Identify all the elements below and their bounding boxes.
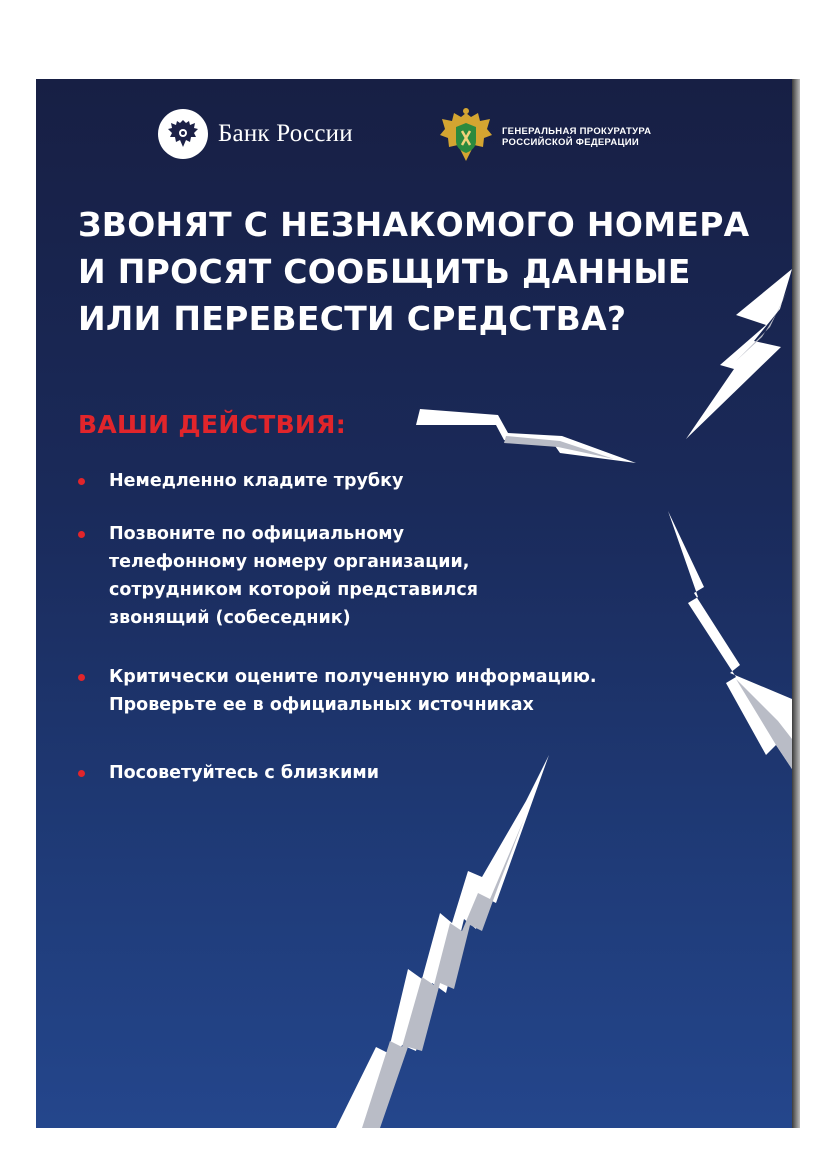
- action-line: сотрудником которой представился: [109, 580, 478, 600]
- action-line: Немедленно кладите трубку: [109, 471, 404, 491]
- lightning-bolt-middle: [416, 409, 636, 463]
- headline-line1: ЗВОНЯТ С НЕЗНАКОМОГО НОМЕРА: [78, 205, 750, 244]
- action-line: Критически оцените полученную информацию.: [109, 667, 597, 687]
- headline-line2: И ПРОСЯТ СООБЩИТЬ ДАННЫЕ: [78, 252, 691, 291]
- action-line: телефонному номеру организации,: [109, 552, 470, 572]
- bank-of-russia-logo: [158, 109, 353, 159]
- bullet-icon: [78, 478, 85, 485]
- prosecutor-name-line1: ГЕНЕРАЛЬНАЯ ПРОКУРАТУРА: [502, 126, 652, 137]
- poster-edge-shadow: [792, 79, 800, 1128]
- headline: [78, 201, 750, 342]
- action-line: Позвоните по официальному: [109, 524, 404, 544]
- bank-name: Банк России: [218, 120, 353, 147]
- bullet-icon: [78, 674, 85, 681]
- prosecutor-office-logo: [438, 107, 651, 167]
- action-line: Посоветуйтесь с близкими: [109, 763, 380, 783]
- action-text: [109, 663, 669, 719]
- action-line: звонящий (собеседник): [109, 608, 351, 628]
- bullet-icon: [78, 531, 85, 538]
- prosecutor-name-line2: РОССИЙСКОЙ ФЕДЕРАЦИИ: [502, 137, 640, 148]
- headline-line3: ИЛИ ПЕРЕВЕСТИ СРЕДСТВА?: [78, 299, 627, 338]
- lightning-bolt-bottom: [336, 755, 549, 1128]
- bank-eagle-emblem-icon: [158, 109, 208, 159]
- bullet-icon: [78, 770, 85, 777]
- action-text: [109, 467, 669, 495]
- action-line: Проверьте ее в официальных источниках: [109, 695, 534, 715]
- action-text: [109, 520, 669, 632]
- actions-heading: ВАШИ ДЕЙСТВИЯ:: [78, 410, 347, 439]
- action-text: [109, 759, 669, 787]
- poster: [36, 79, 792, 1128]
- prosecutor-office-name: [502, 126, 651, 148]
- prosecutor-emblem-icon: [438, 107, 494, 167]
